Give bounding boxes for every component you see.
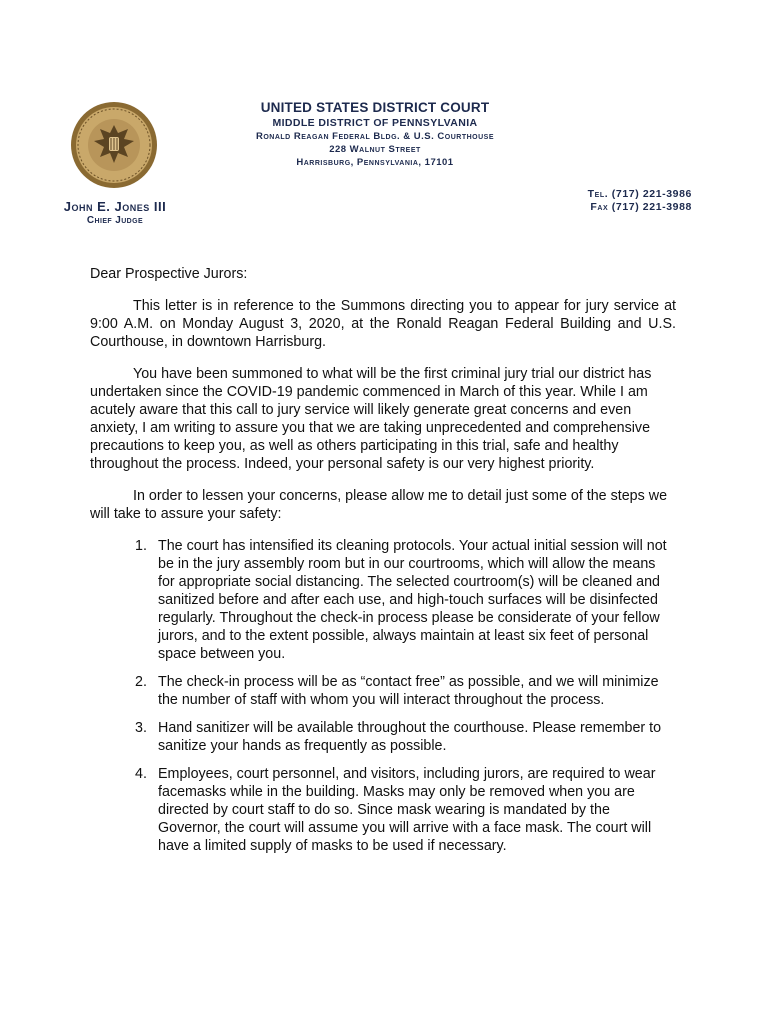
list-item bbox=[90, 765, 676, 855]
list-item-text: The court has intensified its cleaning protocols. Your actual initial session will not be in the jury assembly room but in our courtrooms, which will allow the means for appropriate social distancing. The selected courtroom(s) will be cleaned and sanitized before and after each use, and high-touch surfaces will be disinfected regularly. Throughout the check-in process please be considerate of your fellow jurors, and to the extent possible, always maintain at least six feet of personal space between you. bbox=[158, 538, 667, 662]
fax-number: Fax (717) 221-3988 bbox=[590, 201, 692, 213]
building-name: Ronald Reagan Federal Bldg. & U.S. Courthouse bbox=[255, 131, 494, 142]
judge-title: Chief Judge bbox=[86, 215, 144, 226]
list-item bbox=[90, 673, 676, 709]
list-item-number: 3. bbox=[135, 720, 147, 736]
paragraph-covid: You have been summoned to what will be the first criminal jury trial our district has undertaken since the COVID-19 pandemic commenced in March of this year. While I am acutely aware that this call to jury service will likely generate great concerns and even anxiety, I am writing to assure you that we are taking unprecedented and comprehensive precautions to keep you, as well as others participating in this trial, safe and healthy throughout the process. Indeed, your personal safety is our very highest priority. bbox=[90, 366, 652, 472]
paragraph-steps-intro: In order to lessen your concerns, please allow me to detail just some of the steps we will take to assure your safety: bbox=[90, 488, 668, 522]
letter-body bbox=[90, 265, 676, 865]
list-item-number: 4. bbox=[135, 766, 147, 782]
list-item-text: The check-in process will be as “contact free” as possible, and we will minimize the number of staff with whom you will interact throughout the process. bbox=[158, 674, 659, 708]
telephone-number: Tel. (717) 221-3986 bbox=[587, 188, 692, 200]
list-item bbox=[90, 719, 676, 755]
list-item-text: Hand sanitizer will be available throughout the courthouse. Please remember to sanitize your hands as frequently as possible. bbox=[158, 720, 662, 754]
court-seal-icon bbox=[70, 101, 158, 189]
letter-greeting: Dear Prospective Jurors: bbox=[90, 266, 248, 282]
judge-name: John E. Jones III bbox=[63, 199, 167, 214]
list-item-number: 1. bbox=[135, 538, 147, 554]
district-name: MIDDLE DISTRICT OF PENNSYLVANIA bbox=[272, 117, 478, 129]
list-item-number: 2. bbox=[135, 674, 147, 690]
list-item-text: Employees, court personnel, and visitors, including jurors, are required to wear facemasks while in the building. Masks may only be removed when you are directed by court staff to do so. Since mask wearing is mandated by the Governor, the court will assume you will arrive with a face mask. The court will have a limited supply of masks to be used if necessary. bbox=[158, 766, 656, 854]
list-item bbox=[90, 537, 676, 663]
paragraph-summons: This letter is in reference to the Summons directing you to appear for jury service at 9:00 A.M. on Monday August 3, 2020, at the Ronald Reagan Federal Building and U.S. Courthouse, in downtown Harrisburg. bbox=[90, 298, 676, 350]
city-address: Harrisburg, Pennsylvania, 17101 bbox=[296, 157, 454, 168]
safety-steps-list bbox=[90, 537, 676, 855]
street-address: 228 Walnut Street bbox=[329, 144, 421, 155]
court-name: UNITED STATES DISTRICT COURT bbox=[260, 100, 490, 115]
